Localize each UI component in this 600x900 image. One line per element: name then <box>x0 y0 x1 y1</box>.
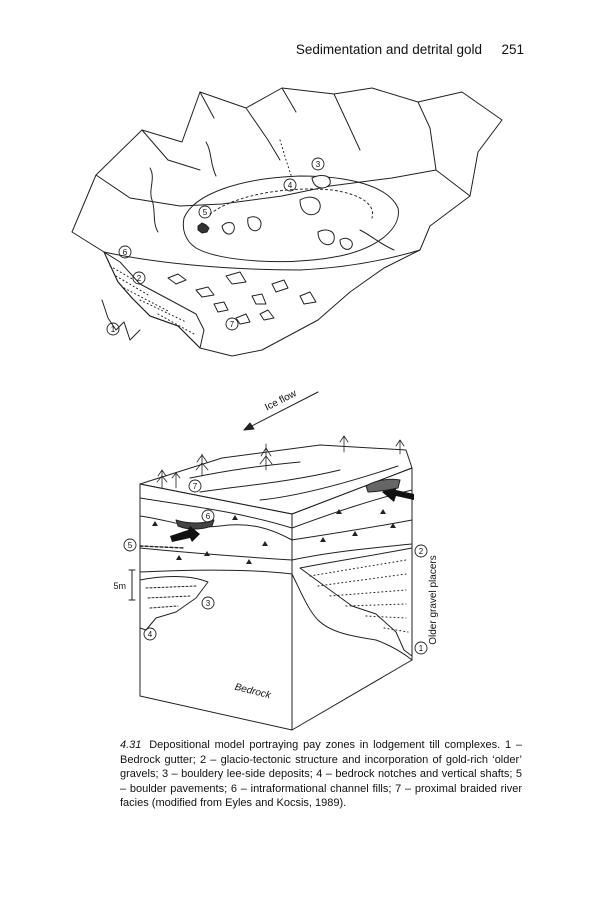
caption-text: Depositional model portraying pay zones in lodgement till complexes. 1 – Bedrock gutter; 2 – glacio-tectonic structure and incorporation of gold-rich ‘older’ gravels; 3 – bouldery lee-side deposits; 4 – bedrock notches and vertical shafts; 5 – boulder pavements; 6 – intraformational channel fills; 7 – proximal braided river facies (modified from Eyles and Kocsis, 1989). <box>120 739 522 810</box>
older-gravel-wedge <box>300 548 412 656</box>
top-callout-7: 7 <box>229 320 235 329</box>
side-layer-3 <box>292 544 412 560</box>
bottom-callout-3: 3 <box>205 599 211 608</box>
bottom-callout-5: 5 <box>127 541 133 550</box>
front-layer-1 <box>140 498 292 528</box>
scale-label: 5m <box>113 581 126 591</box>
older-gravel-stipple <box>310 560 408 632</box>
top-callout-6: 6 <box>122 248 128 257</box>
running-title: Sedimentation and detrital gold <box>295 42 482 57</box>
figure-caption <box>120 738 522 811</box>
ridge-lines <box>96 88 470 206</box>
top-callout-3: 3 <box>315 160 321 169</box>
outwash-plain <box>104 250 420 270</box>
ice-flow-arrowhead <box>244 423 254 430</box>
front-layer-4 <box>140 570 292 574</box>
sediment-face <box>104 252 204 348</box>
top-callout-2: 2 <box>136 274 142 283</box>
bottom-callout-2: 2 <box>418 547 424 556</box>
bottom-callout-1: 1 <box>418 644 424 653</box>
stream-mid <box>206 142 216 176</box>
bottom-callout-6: 6 <box>205 512 211 521</box>
top-callout-4: 4 <box>287 181 293 190</box>
top-callout-1: 1 <box>110 325 116 334</box>
glacier-landscape-diagram <box>72 88 502 356</box>
lee-side-hatch <box>146 586 196 608</box>
bottom-callout-7: 7 <box>192 482 198 491</box>
top-callout-5: 5 <box>202 208 208 217</box>
scale-bar <box>129 570 135 600</box>
bottom-callout-4: 4 <box>147 630 153 639</box>
front-layer-2 <box>140 516 292 540</box>
braided-bars <box>168 272 316 324</box>
block-top-face <box>140 445 412 514</box>
older-gravel-label: Older gravel placers <box>428 555 439 645</box>
boulder-cluster <box>198 223 209 233</box>
top-surface-lines <box>190 462 398 500</box>
stream-left <box>150 168 158 232</box>
bottom-callouts <box>124 480 427 654</box>
ice-flow-label: Ice flow <box>263 388 299 414</box>
bedrock-label: Bedrock <box>233 681 272 702</box>
page-number: 251 <box>501 42 524 57</box>
till-block-diagram <box>140 436 414 730</box>
lee-side-deposit <box>140 577 208 631</box>
boulder-pavement <box>140 546 184 548</box>
dotted-trail <box>280 140 292 178</box>
front-layer-3 <box>140 548 292 560</box>
channel-fill <box>176 520 214 529</box>
side-layer-2 <box>292 520 412 540</box>
caption-number: 4.31 <box>120 739 142 751</box>
mountain-outline <box>72 88 502 356</box>
ice-margin-dashed <box>210 189 373 218</box>
bedrock-gutter <box>102 300 140 340</box>
